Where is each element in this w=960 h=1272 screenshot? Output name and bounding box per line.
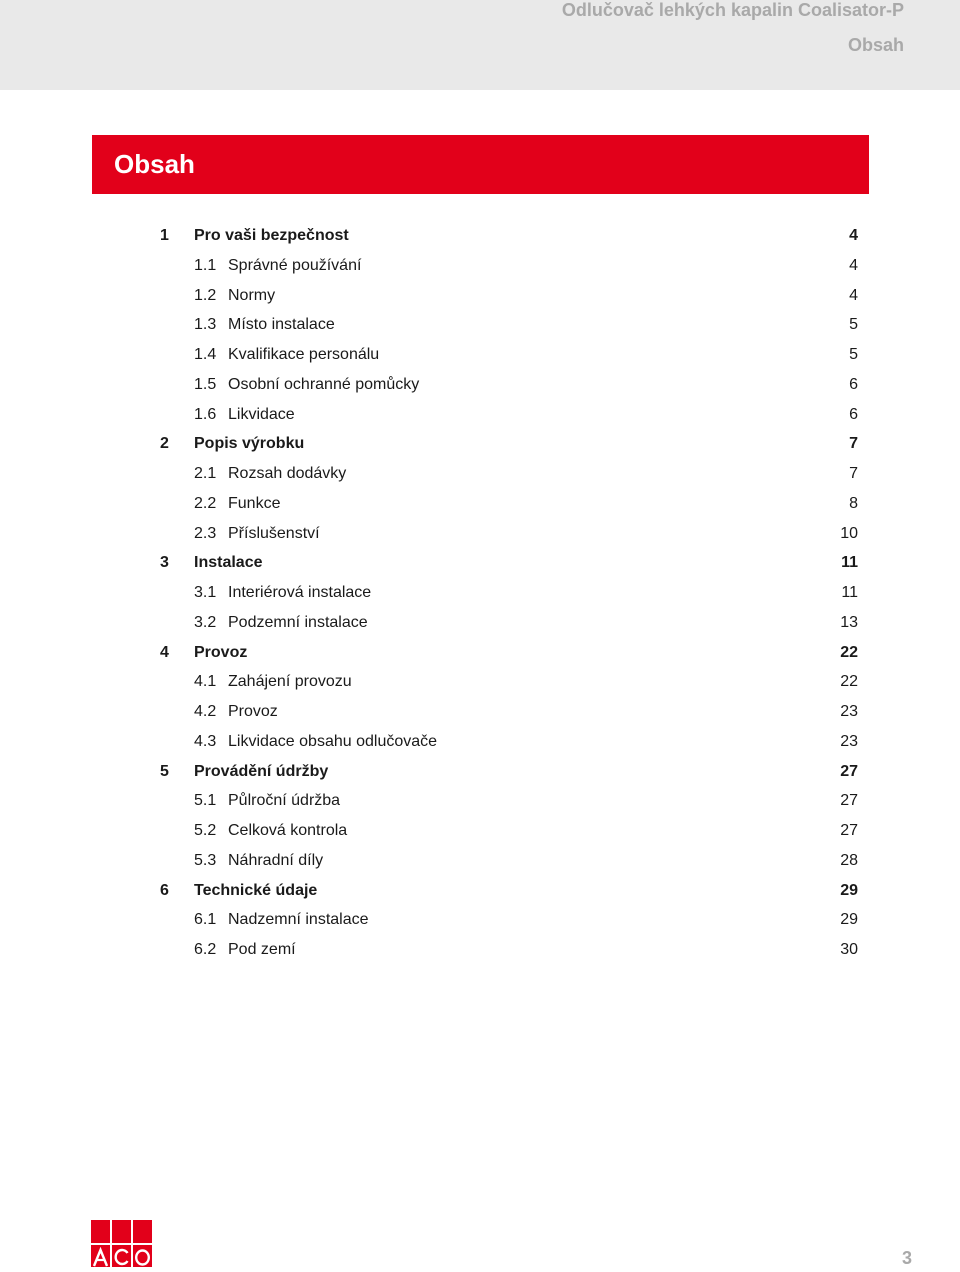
toc-page-number: 7 — [849, 435, 858, 453]
toc-number: 1.6 — [194, 405, 217, 423]
toc-number: 4.3 — [194, 732, 217, 750]
page-title: Obsah — [114, 149, 195, 179]
toc-number: 2.1 — [194, 465, 217, 482]
logo-block — [91, 1220, 110, 1243]
logo-letter-a-icon — [91, 1245, 110, 1267]
toc-title: Podzemní instalace — [228, 613, 368, 631]
toc-page-number: 30 — [840, 941, 858, 958]
toc-number: 6.2 — [194, 941, 217, 958]
document-title: Odlučovač lehkých kapalin Coalisator-P — [561, 0, 904, 20]
toc-number: 6 — [160, 881, 169, 899]
toc-page-number: 6 — [849, 375, 858, 393]
toc-number: 1.1 — [194, 256, 217, 274]
toc-chapter[interactable] — [160, 876, 860, 906]
logo-block — [112, 1220, 131, 1243]
toc-chapter[interactable] — [160, 638, 860, 668]
logo-block — [112, 1245, 131, 1267]
toc-number: 4.2 — [194, 703, 217, 720]
toc-title: Provoz — [194, 643, 248, 661]
toc-number: 1 — [160, 227, 169, 244]
toc-subsection[interactable] — [160, 846, 860, 876]
toc-page-number: 4 — [849, 286, 858, 304]
toc-page-number: 13 — [840, 613, 858, 631]
toc-title: Kvalifikace personálu — [228, 346, 380, 363]
toc-page-number: 23 — [840, 732, 858, 750]
toc-subsection[interactable] — [160, 281, 860, 311]
toc-subsection[interactable] — [160, 489, 860, 519]
toc-title: Likvidace obsahu odlučovače — [228, 732, 438, 750]
toc-number: 1.2 — [194, 286, 217, 304]
toc-page-number: 8 — [849, 494, 858, 512]
toc-chapter[interactable] — [160, 757, 860, 787]
toc-page-number: 10 — [840, 524, 858, 542]
toc-page-number: 22 — [840, 673, 858, 691]
toc-title: Provádění údržby — [194, 762, 329, 780]
toc-chapter[interactable] — [160, 429, 860, 459]
toc-chapter[interactable] — [160, 221, 860, 251]
toc-page-number: 29 — [840, 881, 858, 899]
logo-letter-c-icon — [112, 1245, 131, 1267]
toc-page-number: 6 — [849, 405, 858, 423]
toc-subsection[interactable] — [160, 578, 860, 608]
section-banner — [92, 135, 869, 194]
toc-title: Interiérová instalace — [228, 584, 372, 601]
toc-title: Funkce — [228, 494, 281, 512]
toc-subsection[interactable] — [160, 519, 860, 549]
page-header — [0, 0, 960, 90]
toc-title: Celková kontrola — [228, 822, 348, 839]
toc-number: 3 — [160, 554, 169, 572]
logo-letter-o-icon — [133, 1245, 152, 1267]
toc-number: 5 — [160, 762, 169, 780]
toc-title: Pod zemí — [228, 941, 296, 958]
toc-subsection[interactable] — [160, 786, 860, 816]
toc-title: Náhradní díly — [228, 851, 324, 869]
toc-title: Popis výrobku — [194, 435, 305, 453]
toc-subsection[interactable] — [160, 727, 860, 757]
toc-page-number: 27 — [840, 792, 858, 810]
toc-page-number: 28 — [840, 851, 858, 869]
toc-subsection[interactable] — [160, 667, 860, 697]
toc-number: 3.1 — [194, 584, 217, 601]
toc-chapter[interactable] — [160, 548, 860, 578]
toc-title: Rozsah dodávky — [228, 465, 347, 482]
toc-page-number: 4 — [849, 227, 858, 244]
page-number: 3 — [901, 1248, 912, 1268]
toc-title: Místo instalace — [228, 316, 335, 334]
toc-number: 2.3 — [194, 524, 217, 542]
logo-block — [133, 1245, 152, 1267]
toc-page-number: 29 — [840, 911, 858, 929]
toc-number: 1.3 — [194, 316, 217, 334]
toc-title: Pro vaši bezpečnost — [194, 227, 349, 244]
logo-block — [91, 1245, 110, 1267]
toc-title: Instalace — [194, 554, 263, 572]
header-section-title: Obsah — [847, 35, 904, 55]
toc-page-number: 11 — [841, 554, 858, 572]
aco-logo — [91, 1220, 152, 1267]
toc-page-number: 5 — [849, 316, 858, 334]
toc-title: Osobní ochranné pomůcky — [228, 375, 420, 393]
toc-subsection[interactable] — [160, 935, 860, 965]
toc-subsection[interactable] — [160, 608, 860, 638]
toc-subsection[interactable] — [160, 697, 860, 727]
toc-subsection[interactable] — [160, 816, 860, 846]
toc-subsection[interactable] — [160, 251, 860, 281]
toc-subsection[interactable] — [160, 370, 860, 400]
toc-page-number: 27 — [840, 822, 858, 839]
toc-title: Správné používání — [228, 256, 362, 274]
toc-title: Příslušenství — [228, 524, 320, 542]
logo-block — [133, 1220, 152, 1243]
toc-title: Provoz — [228, 703, 278, 720]
toc-subsection[interactable] — [160, 459, 860, 489]
toc-title: Likvidace — [228, 405, 295, 423]
toc-page-number: 7 — [849, 465, 858, 482]
toc-page-number: 11 — [841, 584, 858, 601]
toc-number: 1.5 — [194, 375, 217, 393]
toc-number: 5.2 — [194, 822, 217, 839]
toc-page-number: 4 — [849, 256, 858, 274]
toc-subsection[interactable] — [160, 400, 860, 430]
toc-title: Zahájení provozu — [228, 673, 352, 691]
toc-page-number: 23 — [840, 703, 858, 720]
toc-number: 4.1 — [194, 673, 217, 691]
toc-number: 4 — [160, 643, 169, 661]
toc-subsection[interactable] — [160, 310, 860, 340]
toc-number: 6.1 — [194, 911, 217, 929]
toc-number: 5.3 — [194, 851, 217, 869]
toc-number: 2 — [160, 435, 169, 453]
toc-subsection[interactable] — [160, 905, 860, 935]
toc-title: Normy — [228, 286, 276, 304]
toc-page-number: 5 — [849, 346, 858, 363]
toc-number: 5.1 — [194, 792, 217, 810]
toc-title: Půlroční údržba — [228, 792, 341, 810]
toc-number: 3.2 — [194, 613, 217, 631]
toc-page-number: 22 — [840, 643, 858, 661]
toc-title: Nadzemní instalace — [228, 911, 369, 929]
toc-number: 1.4 — [194, 346, 217, 363]
table-of-contents — [160, 221, 860, 965]
toc-page-number: 27 — [840, 762, 858, 780]
toc-subsection[interactable] — [160, 340, 860, 370]
toc-title: Technické údaje — [194, 881, 318, 899]
toc-number: 2.2 — [194, 494, 217, 512]
